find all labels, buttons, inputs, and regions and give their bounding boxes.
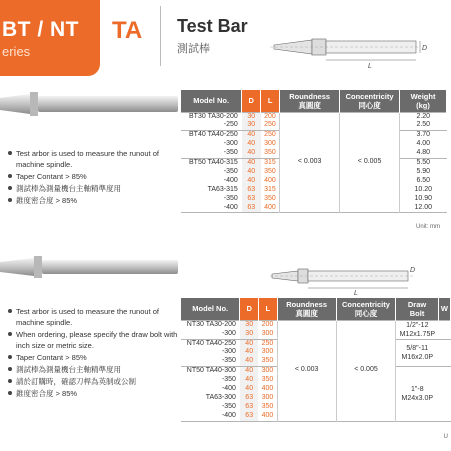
- col-header-weight: Weight (kg): [400, 90, 447, 112]
- dimension-d-label: D: [410, 267, 416, 274]
- weight-cell: 2.20: [400, 112, 447, 121]
- section2-spec-table: [181, 298, 451, 422]
- l-cell: 400: [264, 203, 276, 211]
- model-cell: -300: [223, 140, 238, 148]
- weight-cell: 5.50: [400, 159, 447, 168]
- dimension-d-label: D: [422, 45, 428, 52]
- model-cell: -400: [223, 203, 238, 211]
- d-cell: 30: [242, 121, 261, 130]
- header-divider: [160, 6, 161, 66]
- draw-bolt-cell: [396, 320, 439, 339]
- section1-spec-table: [181, 90, 447, 213]
- d-cell: 63: [242, 195, 261, 204]
- section2-bullet-list: [8, 306, 180, 400]
- l-cell: 200: [261, 112, 280, 121]
- d-cell: 40: [242, 168, 261, 177]
- unit-note: Unit: mm: [416, 224, 440, 230]
- d-cell: 40: [242, 149, 261, 158]
- d-cell: 40: [242, 177, 261, 186]
- section1-bullet-list: [8, 148, 180, 207]
- model-cell: -350: [223, 167, 238, 175]
- d-cell: 63: [240, 394, 258, 403]
- roundness-value: < 0.003: [277, 320, 336, 421]
- model-cell: -300: [221, 348, 236, 356]
- col-header-roundness: Roundness 真圓度: [280, 90, 340, 112]
- l-cell: 300: [261, 329, 274, 337]
- weight-cell: 2.50: [416, 121, 431, 129]
- bolt-inch: 1/2"-12: [406, 321, 429, 329]
- d-cell: 40: [240, 357, 258, 366]
- l-cell: 400: [264, 176, 276, 184]
- bolt-metric: M24x3.0P: [401, 394, 434, 402]
- d-cell: 63: [240, 403, 258, 412]
- l-cell: 350: [264, 167, 276, 175]
- bullet-item: Test arbor is used to measure the runout of machine spindle.: [8, 306, 180, 328]
- l-cell: 400: [261, 385, 274, 393]
- l-cell: 250: [264, 121, 276, 129]
- l-cell: 350: [264, 194, 276, 202]
- draw-bolt-cell: [396, 367, 439, 421]
- bolt-inch: 1"-8: [411, 385, 424, 393]
- bullet-item: 測試棒為測量機台主軸精準度用: [8, 364, 180, 375]
- l-cell: 250: [258, 339, 277, 348]
- bullet-item: Taper Contant > 85%: [8, 171, 180, 182]
- col-header-roundness: Roundness 真圓度: [277, 298, 336, 320]
- l-cell: 350: [261, 402, 274, 410]
- model-cell: TA63-315: [207, 185, 238, 193]
- d-cell: 63: [242, 186, 261, 195]
- bullet-item: 錐度密合度 > 85%: [8, 388, 180, 399]
- bolt-metric: M12x1.75P: [399, 330, 436, 338]
- d-cell: 30: [242, 112, 261, 121]
- col-header-d: D: [240, 298, 258, 320]
- model-cell: -400: [221, 385, 236, 393]
- weight-cell: 10.20: [414, 185, 433, 193]
- weight-cell: 6.50: [416, 176, 431, 184]
- roundness-value: < 0.003: [280, 112, 340, 213]
- d-cell: 30: [240, 320, 258, 330]
- d-cell: 40: [240, 339, 258, 348]
- col-header-concentricity: Concentricity 同心度: [336, 298, 396, 320]
- d-cell: 40: [242, 131, 261, 140]
- product-code: TA: [112, 17, 143, 44]
- page-title: Test Bar: [177, 16, 248, 36]
- l-cell: 350: [261, 357, 274, 365]
- weight-cell: 4.00: [416, 140, 431, 148]
- unit-note: U: [443, 434, 448, 440]
- model-cell: NT40 TA40-250: [181, 339, 240, 348]
- l-cell: 300: [261, 393, 274, 401]
- model-cell: -400: [221, 411, 236, 419]
- l-cell: 200: [258, 320, 277, 330]
- weight-cell: 5.90: [416, 167, 431, 175]
- draw-bolt-cell: [396, 339, 439, 367]
- model-cell: -350: [221, 357, 236, 365]
- model-cell: -350: [223, 149, 238, 157]
- weight-cell: 12.00: [414, 203, 433, 211]
- d-cell: 40: [240, 348, 258, 357]
- weight-cell: 10.90: [414, 194, 433, 202]
- test-arbor-image-nt: [0, 250, 180, 290]
- concentricity-value: < 0.005: [336, 320, 396, 421]
- model-cell: BT30 TA30-200: [181, 112, 242, 121]
- bullet-item: 錐度密合度 > 85%: [8, 195, 180, 206]
- col-header-model: Model No.: [181, 298, 240, 320]
- l-cell: 350: [264, 149, 276, 157]
- model-cell: BT50 TA40-315: [181, 159, 242, 168]
- bullet-item: 測試棒為測量機台主軸精準度用: [8, 183, 180, 194]
- l-cell: 300: [261, 348, 274, 356]
- dimension-l-label: L: [354, 290, 358, 296]
- weight-cell: 3.70: [400, 131, 447, 140]
- l-cell: 350: [261, 376, 274, 384]
- model-cell: -300: [221, 329, 236, 337]
- col-header-concentricity: Concentricity 同心度: [340, 90, 400, 112]
- bolt-inch: 5/8"-11: [406, 344, 429, 352]
- model-cell: BT40 TA40-250: [181, 131, 242, 140]
- model-cell: -350: [223, 194, 238, 202]
- l-cell: 400: [261, 411, 274, 419]
- series-subtitle: eries: [2, 44, 31, 59]
- d-cell: 63: [242, 204, 261, 213]
- model-cell: TA63-300: [205, 393, 236, 401]
- model-cell: -350: [221, 376, 236, 384]
- d-cell: 40: [242, 140, 261, 149]
- bolt-metric: M16x2.0P: [401, 353, 434, 361]
- model-cell: NT30 TA30-200: [181, 320, 240, 330]
- l-cell: 315: [264, 185, 276, 193]
- weight-cell: 4.80: [416, 149, 431, 157]
- model-cell: -250: [223, 121, 238, 129]
- d-cell: 40: [240, 367, 258, 376]
- l-cell: 315: [261, 159, 280, 168]
- arbor-dimension-drawing: [268, 28, 428, 74]
- col-header-d: D: [242, 90, 261, 112]
- model-cell: NT50 TA40-300: [181, 367, 240, 376]
- d-cell: 30: [240, 330, 258, 340]
- d-cell: 63: [240, 412, 258, 421]
- model-cell: -350: [221, 402, 236, 410]
- dimension-l-label: L: [368, 63, 372, 70]
- d-cell: 40: [240, 376, 258, 385]
- col-header-weight: W: [438, 298, 450, 320]
- bullet-item: 請於訂購時，確認刀桿為英制或公制: [8, 376, 180, 387]
- arbor-dimension-drawing-nt: [268, 260, 428, 296]
- concentricity-value: < 0.005: [340, 112, 400, 213]
- col-header-l: L: [261, 90, 280, 112]
- test-arbor-image-bt: [0, 84, 180, 134]
- page-title-zh: 測試棒: [177, 43, 210, 55]
- bullet-item: When ordering, please specify the draw bolt with inch size or metric size.: [8, 329, 180, 351]
- col-header-model: Model No.: [181, 90, 242, 112]
- l-cell: 300: [264, 140, 276, 148]
- series-title: BT / NT: [2, 18, 79, 41]
- l-cell: 300: [258, 367, 277, 376]
- bullet-item: Taper Contant > 85%: [8, 352, 180, 363]
- bullet-item: Test arbor is used to measure the runout of machine spindle.: [8, 148, 180, 170]
- col-header-l: L: [258, 298, 277, 320]
- model-cell: -400: [223, 176, 238, 184]
- l-cell: 250: [261, 131, 280, 140]
- d-cell: 40: [242, 159, 261, 168]
- d-cell: 40: [240, 385, 258, 394]
- col-header-draw-bolt: Draw Bolt: [396, 298, 439, 320]
